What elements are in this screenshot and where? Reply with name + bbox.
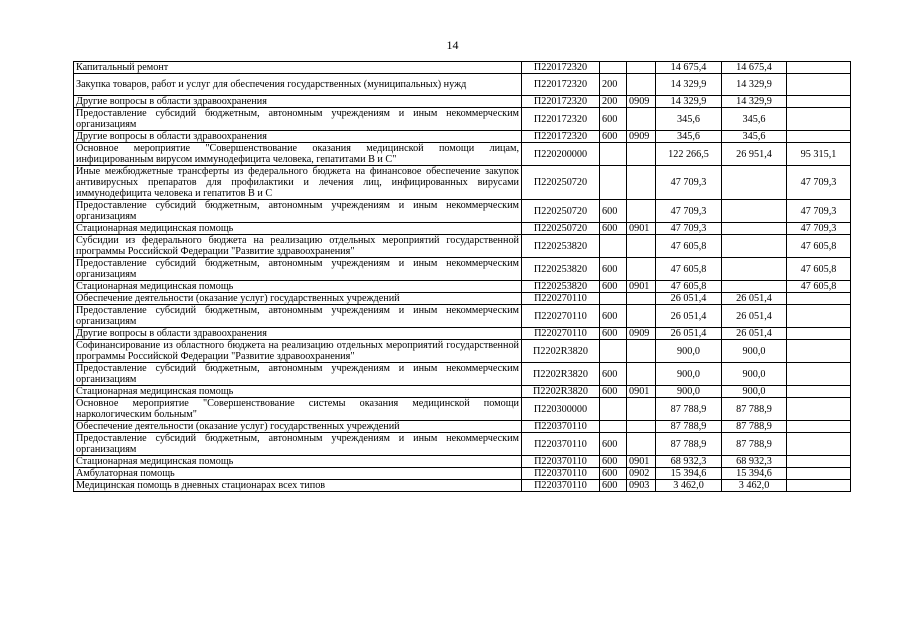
row-target-code-cell: П220270110 [522, 293, 600, 305]
row-target-code-cell: П220172320 [522, 96, 600, 108]
row-total-cell: 14 675,4 [656, 62, 722, 74]
row-federal-cell: 47 605,8 [787, 258, 851, 281]
row-total-cell: 26 051,4 [656, 293, 722, 305]
row-total-cell: 87 788,9 [656, 398, 722, 421]
row-name-cell: Предоставление субсидий бюджетным, автономным учреждениям и иным некоммерческим организациям [74, 258, 522, 281]
row-regional-cell: 345,6 [722, 108, 787, 131]
row-federal-cell [787, 305, 851, 328]
row-regional-cell: 26 051,4 [722, 328, 787, 340]
row-regional-cell: 26 951,4 [722, 143, 787, 166]
row-federal-cell [787, 131, 851, 143]
row-target-code-cell: П220172320 [522, 108, 600, 131]
row-name-cell: Предоставление субсидий бюджетным, автономным учреждениям и иным некоммерческим организациям [74, 108, 522, 131]
row-target-code-cell: П220370110 [522, 456, 600, 468]
row-section-cell [627, 200, 656, 223]
row-total-cell: 26 051,4 [656, 305, 722, 328]
row-total-cell: 900,0 [656, 363, 722, 386]
row-regional-cell [722, 166, 787, 200]
table-row [74, 223, 851, 235]
row-regional-cell: 345,6 [722, 131, 787, 143]
row-federal-cell [787, 456, 851, 468]
row-total-cell: 345,6 [656, 108, 722, 131]
row-target-code-cell: П220270110 [522, 328, 600, 340]
row-section-cell [627, 433, 656, 456]
row-federal-cell [787, 340, 851, 363]
row-name-cell: Стационарная медицинская помощь [74, 456, 522, 468]
row-expense-type-cell [600, 166, 627, 200]
row-target-code-cell: П220250720 [522, 223, 600, 235]
budget-table-body [74, 62, 851, 492]
row-total-cell: 15 394,6 [656, 468, 722, 480]
table-row [74, 131, 851, 143]
row-section-cell: 0902 [627, 468, 656, 480]
row-target-code-cell: П220253820 [522, 235, 600, 258]
table-row [74, 74, 851, 96]
row-expense-type-cell: 600 [600, 258, 627, 281]
row-name-cell: Другие вопросы в области здравоохранения [74, 96, 522, 108]
table-row [74, 108, 851, 131]
row-target-code-cell: П220370110 [522, 433, 600, 456]
row-federal-cell: 47 709,3 [787, 223, 851, 235]
row-total-cell: 47 605,8 [656, 258, 722, 281]
page-number: 14 [446, 38, 459, 52]
row-expense-type-cell: 600 [600, 305, 627, 328]
row-expense-type-cell: 200 [600, 96, 627, 108]
row-federal-cell: 47 605,8 [787, 281, 851, 293]
table-row [74, 340, 851, 363]
row-target-code-cell: П220200000 [522, 143, 600, 166]
row-expense-type-cell: 600 [600, 480, 627, 492]
row-regional-cell: 87 788,9 [722, 421, 787, 433]
row-section-cell: 0909 [627, 96, 656, 108]
table-row [74, 235, 851, 258]
row-federal-cell [787, 468, 851, 480]
row-expense-type-cell: 600 [600, 456, 627, 468]
budget-table [73, 61, 851, 492]
row-name-cell: Предоставление субсидий бюджетным, автономным учреждениям и иным некоммерческим организациям [74, 433, 522, 456]
row-federal-cell [787, 421, 851, 433]
table-row [74, 258, 851, 281]
row-name-cell: Стационарная медицинская помощь [74, 386, 522, 398]
row-expense-type-cell [600, 143, 627, 166]
row-expense-type-cell: 600 [600, 108, 627, 131]
table-row [74, 398, 851, 421]
row-target-code-cell: П220370110 [522, 421, 600, 433]
row-name-cell: Амбулаторная помощь [74, 468, 522, 480]
row-target-code-cell: П220172320 [522, 74, 600, 96]
row-regional-cell [722, 281, 787, 293]
row-regional-cell: 14 329,9 [722, 96, 787, 108]
row-section-cell: 0909 [627, 131, 656, 143]
row-name-cell: Предоставление субсидий бюджетным, автономным учреждениям и иным некоммерческим организациям [74, 363, 522, 386]
row-target-code-cell: П2202R3820 [522, 340, 600, 363]
row-name-cell: Закупка товаров, работ и услуг для обеспечения государственных (муниципальных) нужд [74, 74, 522, 96]
row-target-code-cell: П2202R3820 [522, 386, 600, 398]
row-name-cell: Стационарная медицинская помощь [74, 223, 522, 235]
row-name-cell: Другие вопросы в области здравоохранения [74, 131, 522, 143]
row-section-cell [627, 421, 656, 433]
row-expense-type-cell [600, 293, 627, 305]
table-row [74, 421, 851, 433]
row-total-cell: 14 329,9 [656, 96, 722, 108]
row-name-cell: Основное мероприятие "Совершенствование системы оказания медицинской помощи наркологическим больным" [74, 398, 522, 421]
row-section-cell [627, 340, 656, 363]
row-regional-cell [722, 235, 787, 258]
row-target-code-cell: П220253820 [522, 258, 600, 281]
row-federal-cell [787, 96, 851, 108]
row-federal-cell: 47 605,8 [787, 235, 851, 258]
row-federal-cell [787, 363, 851, 386]
row-target-code-cell: П220370110 [522, 468, 600, 480]
table-row [74, 328, 851, 340]
row-total-cell: 87 788,9 [656, 433, 722, 456]
row-name-cell: Субсидии из федерального бюджета на реализацию отдельных мероприятий государственной программы Российской Федерации "Развитие здравоохранения" [74, 235, 522, 258]
row-name-cell: Обеспечение деятельности (оказание услуг) государственных учреждений [74, 421, 522, 433]
row-section-cell [627, 398, 656, 421]
table-row [74, 386, 851, 398]
row-target-code-cell: П2202R3820 [522, 363, 600, 386]
row-target-code-cell: П220370110 [522, 480, 600, 492]
row-regional-cell: 68 932,3 [722, 456, 787, 468]
row-expense-type-cell: 600 [600, 328, 627, 340]
row-federal-cell: 47 709,3 [787, 200, 851, 223]
row-section-cell [627, 258, 656, 281]
row-section-cell [627, 235, 656, 258]
row-federal-cell [787, 398, 851, 421]
row-regional-cell: 3 462,0 [722, 480, 787, 492]
row-expense-type-cell: 600 [600, 223, 627, 235]
row-section-cell [627, 143, 656, 166]
row-expense-type-cell [600, 235, 627, 258]
row-regional-cell: 26 051,4 [722, 293, 787, 305]
row-expense-type-cell: 600 [600, 433, 627, 456]
table-row [74, 456, 851, 468]
row-expense-type-cell [600, 62, 627, 74]
row-regional-cell [722, 200, 787, 223]
row-expense-type-cell [600, 398, 627, 421]
row-section-cell: 0909 [627, 328, 656, 340]
row-total-cell: 47 709,3 [656, 166, 722, 200]
table-row [74, 480, 851, 492]
row-federal-cell [787, 480, 851, 492]
row-section-cell [627, 305, 656, 328]
row-federal-cell [787, 108, 851, 131]
row-federal-cell [787, 293, 851, 305]
row-section-cell: 0901 [627, 456, 656, 468]
row-expense-type-cell [600, 421, 627, 433]
row-expense-type-cell: 600 [600, 386, 627, 398]
row-federal-cell [787, 386, 851, 398]
row-name-cell: Основное мероприятие "Совершенствование оказания медицинской помощи лицам, инфицированным вирусом иммунодефицита человека, гепатитами В и С" [74, 143, 522, 166]
row-target-code-cell: П220300000 [522, 398, 600, 421]
table-row [74, 468, 851, 480]
row-regional-cell: 15 394,6 [722, 468, 787, 480]
row-federal-cell [787, 62, 851, 74]
row-target-code-cell: П220250720 [522, 166, 600, 200]
table-row [74, 281, 851, 293]
row-total-cell: 47 709,3 [656, 223, 722, 235]
row-total-cell: 122 266,5 [656, 143, 722, 166]
row-expense-type-cell: 600 [600, 468, 627, 480]
row-expense-type-cell: 600 [600, 200, 627, 223]
row-section-cell: 0903 [627, 480, 656, 492]
table-row [74, 166, 851, 200]
row-name-cell: Предоставление субсидий бюджетным, автономным учреждениям и иным некоммерческим организациям [74, 200, 522, 223]
row-federal-cell: 95 315,1 [787, 143, 851, 166]
row-expense-type-cell: 200 [600, 74, 627, 96]
row-section-cell [627, 74, 656, 96]
row-federal-cell [787, 433, 851, 456]
row-name-cell: Капитальный ремонт [74, 62, 522, 74]
table-row [74, 293, 851, 305]
row-regional-cell [722, 223, 787, 235]
row-target-code-cell: П220250720 [522, 200, 600, 223]
row-section-cell: 0901 [627, 386, 656, 398]
row-total-cell: 47 709,3 [656, 200, 722, 223]
table-row [74, 143, 851, 166]
row-section-cell [627, 108, 656, 131]
row-regional-cell: 900,0 [722, 340, 787, 363]
row-expense-type-cell: 600 [600, 363, 627, 386]
row-total-cell: 47 605,8 [656, 235, 722, 258]
row-name-cell: Медицинская помощь в дневных стационарах всех типов [74, 480, 522, 492]
row-federal-cell [787, 328, 851, 340]
row-target-code-cell: П220270110 [522, 305, 600, 328]
row-regional-cell: 14 675,4 [722, 62, 787, 74]
row-total-cell: 900,0 [656, 340, 722, 363]
table-row [74, 363, 851, 386]
row-section-cell: 0901 [627, 223, 656, 235]
row-total-cell: 900,0 [656, 386, 722, 398]
row-expense-type-cell: 600 [600, 131, 627, 143]
table-row [74, 96, 851, 108]
row-regional-cell: 26 051,4 [722, 305, 787, 328]
row-regional-cell: 87 788,9 [722, 398, 787, 421]
row-total-cell: 47 605,8 [656, 281, 722, 293]
row-total-cell: 26 051,4 [656, 328, 722, 340]
row-federal-cell: 47 709,3 [787, 166, 851, 200]
row-regional-cell: 900,0 [722, 363, 787, 386]
row-name-cell: Предоставление субсидий бюджетным, автономным учреждениям и иным некоммерческим организациям [74, 305, 522, 328]
row-target-code-cell: П220172320 [522, 62, 600, 74]
row-expense-type-cell [600, 340, 627, 363]
row-regional-cell [722, 258, 787, 281]
row-regional-cell: 14 329,9 [722, 74, 787, 96]
row-regional-cell: 900,0 [722, 386, 787, 398]
row-name-cell: Другие вопросы в области здравоохранения [74, 328, 522, 340]
table-row [74, 62, 851, 74]
row-total-cell: 68 932,3 [656, 456, 722, 468]
row-target-code-cell: П220253820 [522, 281, 600, 293]
row-total-cell: 345,6 [656, 131, 722, 143]
row-federal-cell [787, 74, 851, 96]
table-row [74, 305, 851, 328]
row-target-code-cell: П220172320 [522, 131, 600, 143]
row-section-cell [627, 62, 656, 74]
row-total-cell: 3 462,0 [656, 480, 722, 492]
table-row [74, 200, 851, 223]
row-total-cell: 87 788,9 [656, 421, 722, 433]
row-section-cell [627, 293, 656, 305]
row-name-cell: Иные межбюджетные трансферты из федерального бюджета на финансовое обеспечение закупок антивирусных препаратов для профилактики и лечения лиц, инфицированных вирусами иммунодефицита человека и гепатитов В и С [74, 166, 522, 200]
table-row [74, 433, 851, 456]
row-section-cell [627, 166, 656, 200]
row-name-cell: Стационарная медицинская помощь [74, 281, 522, 293]
row-section-cell [627, 363, 656, 386]
row-name-cell: Софинансирование из областного бюджета на реализацию отдельных мероприятий государственной программы Российской Федерации "Развитие здравоохранения" [74, 340, 522, 363]
row-expense-type-cell: 600 [600, 281, 627, 293]
row-total-cell: 14 329,9 [656, 74, 722, 96]
row-regional-cell: 87 788,9 [722, 433, 787, 456]
row-name-cell: Обеспечение деятельности (оказание услуг) государственных учреждений [74, 293, 522, 305]
row-section-cell: 0901 [627, 281, 656, 293]
